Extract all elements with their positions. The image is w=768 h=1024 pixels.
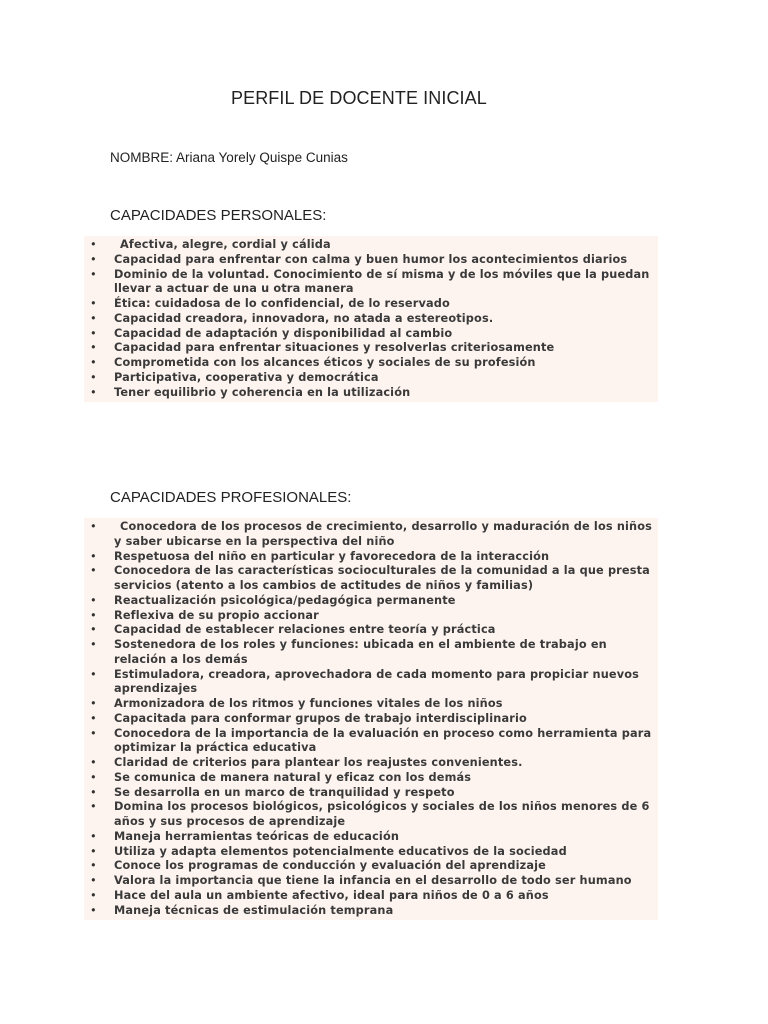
list-item-text: Domina los procesos biológicos, psicológicos y sociales de los niños menores de 6 años y sus procesos de aprendizaje [114, 800, 650, 828]
list-item-text: Capacidad para enfrentar con calma y buen humor los acontecimientos diarios [114, 252, 628, 266]
bullet-icon: • [90, 711, 97, 725]
bullet-icon: • [90, 370, 97, 384]
list-item-text: Hace del aula un ambiente afectivo, ideal para niños de 0 a 6 años [114, 888, 549, 902]
bullet-icon: • [90, 326, 97, 340]
list-item [84, 845, 658, 860]
list-item [84, 564, 658, 594]
bullet-icon: • [90, 549, 97, 563]
bullet-icon: • [90, 564, 97, 578]
list-item [84, 268, 658, 298]
bullet-icon: • [90, 785, 97, 799]
list-item [84, 623, 658, 638]
list-item [84, 874, 658, 889]
professional-capacities-heading: CAPACIDADES PROFESIONALES: [110, 489, 352, 506]
bullet-icon: • [90, 297, 97, 310]
bullet-icon: • [90, 238, 97, 251]
list-item [84, 386, 658, 401]
list-item [84, 327, 658, 342]
list-item [84, 341, 658, 356]
bullet-icon: • [90, 800, 97, 814]
list-item-text: Reactualización psicológica/pedagógica permanente [114, 593, 456, 607]
bullet-icon: • [90, 638, 97, 651]
list-item [84, 712, 658, 727]
list-item [84, 356, 658, 371]
list-item [84, 550, 658, 565]
bullet-icon: • [90, 859, 97, 873]
list-item-text: Se comunica de manera natural y eficaz con los demás [114, 770, 472, 784]
list-item-text: Maneja técnicas de estimulación temprana [114, 903, 394, 917]
bullet-icon: • [90, 311, 97, 325]
bullet-icon: • [90, 756, 97, 769]
bullet-icon: • [90, 341, 97, 355]
list-item [84, 238, 658, 253]
list-item [84, 371, 658, 386]
bullet-icon: • [90, 874, 97, 887]
bullet-icon: • [90, 608, 97, 622]
list-item-text: Conoce los programas de conducción y evaluación del aprendizaje [114, 859, 546, 873]
list-item [84, 889, 658, 904]
bullet-icon: • [90, 726, 97, 740]
list-item [84, 859, 658, 874]
list-item [84, 904, 658, 919]
list-item-text: Reflexiva de su propio accionar [114, 608, 319, 622]
list-item-text: Participativa, cooperativa y democrática [114, 370, 379, 384]
list-item-text: Ética: cuidadosa de lo confidencial, de lo reservado [114, 297, 450, 310]
list-item [84, 594, 658, 609]
list-item-text: Se desarrolla en un marco de tranquilidad y respeto [114, 785, 455, 799]
list-item [84, 253, 658, 268]
bullet-icon: • [90, 593, 97, 607]
list-item [84, 312, 658, 327]
bullet-icon: • [90, 829, 97, 843]
list-item [84, 756, 658, 771]
list-item-text: Utiliza y adapta elementos potencialmente educativos de la sociedad [114, 844, 567, 858]
personal-capacities-heading: CAPACIDADES PERSONALES: [110, 207, 327, 224]
bullet-icon: • [90, 770, 97, 784]
list-item [84, 520, 658, 550]
list-item-text: Maneja herramientas teóricas de educación [114, 829, 400, 843]
list-item-text: Armonizadora de los ritmos y funciones vitales de los niños [114, 697, 503, 710]
list-item-text: Afectiva, alegre, cordial y cálida [120, 238, 331, 251]
list-item-text: Dominio de la voluntad. Conocimiento de sí misma y de los móviles que la puedan llevar a actuar de una u otra manera [114, 267, 650, 296]
list-item-text: Sostenedora de los roles y funciones: ubicada en el ambiente de trabajo en relación a los demás [114, 638, 607, 666]
list-item [84, 297, 658, 312]
list-item-text: Valora la importancia que tiene la infancia en el desarrollo de todo ser humano [114, 874, 632, 887]
bullet-icon: • [90, 903, 97, 917]
name-line: NOMBRE: Ariana Yorely Quispe Cunias [110, 150, 348, 165]
list-item-text: Capacidad para enfrentar situaciones y resolverlas criteriosamente [114, 341, 555, 355]
list-item [84, 800, 658, 830]
list-item-text: Capacitada para conformar grupos de trabajo interdisciplinario [114, 711, 527, 725]
bullet-icon: • [90, 385, 97, 399]
list-item-text: Capacidad creadora, innovadora, no atada a estereotipos. [114, 311, 494, 325]
list-item-text: Conocedora de los procesos de crecimiento, desarrollo y maduración de los niños y saber ubicarse en la perspectiva del niño [114, 520, 653, 548]
list-item [84, 638, 658, 668]
list-item-text: Claridad de criterios para plantear los reajustes convenientes. [114, 756, 523, 769]
personal-capacities-list [84, 236, 658, 402]
bullet-icon: • [90, 888, 97, 902]
bullet-icon: • [90, 267, 97, 281]
list-item-text: Capacidad de adaptación y disponibilidad al cambio [114, 326, 453, 340]
list-item-text: Tener equilibrio y coherencia en la utilización [114, 385, 411, 399]
list-item-text: Comprometida con los alcances éticos y sociales de su profesión [114, 356, 536, 369]
list-item [84, 609, 658, 624]
list-item-text: Respetuosa del niño en particular y favorecedora de la interacción [114, 549, 550, 563]
page-title: PERFIL DE DOCENTE INICIAL [231, 88, 487, 108]
list-item-text: Conocedora de la importancia de la evaluación en proceso como herramienta para optimizar la práctica educativa [114, 726, 652, 755]
list-item-text: Estimuladora, creadora, aprovechadora de cada momento para propiciar nuevos aprendizajes [114, 667, 640, 696]
bullet-icon: • [90, 697, 97, 710]
list-item-text: Conocedora de las características socioculturales de la comunidad a la que presta servicios (atento a los cambios de actitudes de niños y familias) [114, 564, 650, 592]
bullet-icon: • [90, 520, 97, 533]
list-item [84, 830, 658, 845]
list-item-text: Capacidad de establecer relaciones entre teoría y práctica [114, 623, 496, 637]
bullet-icon: • [90, 252, 97, 266]
bullet-icon: • [90, 667, 97, 681]
bullet-icon: • [90, 356, 97, 369]
professional-capacities-list [84, 518, 658, 920]
bullet-icon: • [90, 623, 97, 637]
bullet-icon: • [90, 844, 97, 858]
list-item [84, 771, 658, 786]
list-item [84, 786, 658, 801]
list-item [84, 727, 658, 757]
list-item [84, 668, 658, 698]
list-item [84, 697, 658, 712]
